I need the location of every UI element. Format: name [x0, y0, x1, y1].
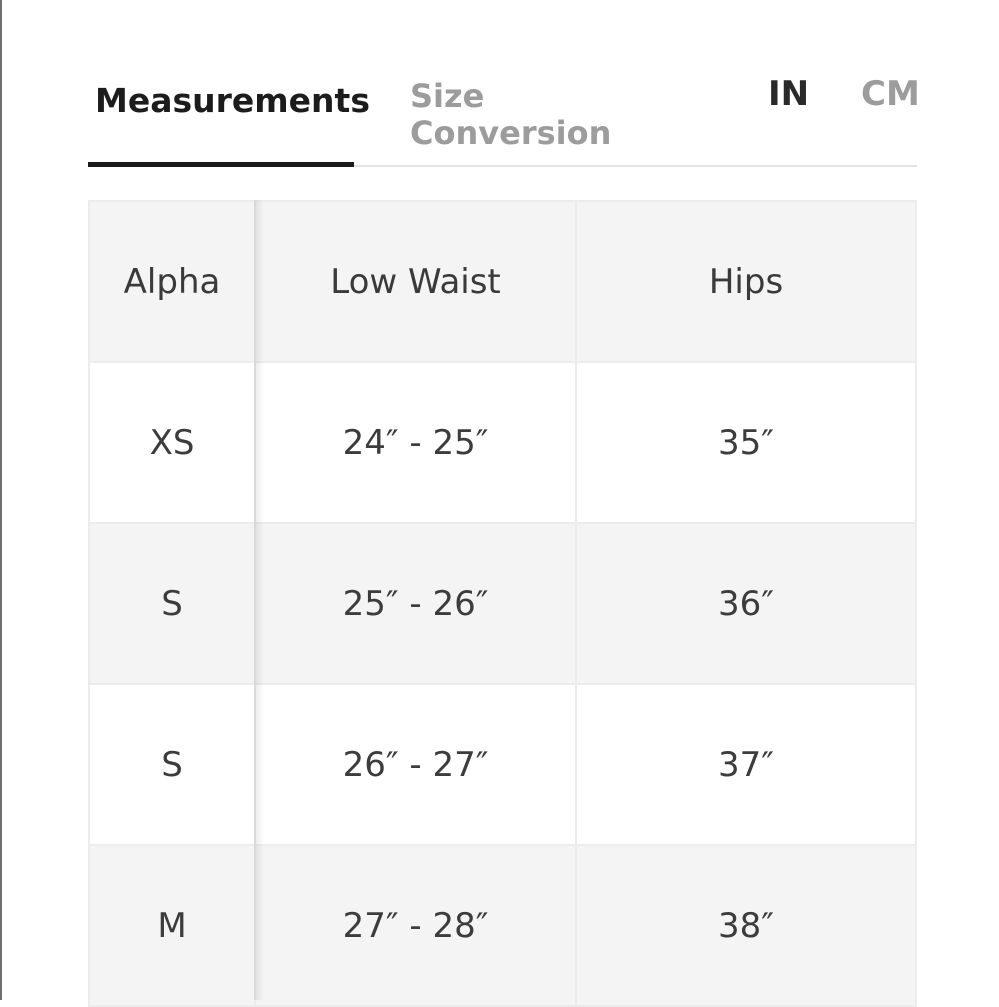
- cell-low-waist: 26″ - 27″: [255, 684, 576, 845]
- cell-alpha: S: [89, 684, 255, 845]
- table-row: [89, 684, 916, 845]
- unit-toggle-in[interactable]: IN: [768, 74, 810, 114]
- cell-low-waist: 27″ - 28″: [255, 845, 576, 1006]
- header-alpha: Alpha: [89, 201, 255, 362]
- cell-alpha: S: [89, 523, 255, 684]
- table-row: [89, 523, 916, 684]
- tab-size-conversion[interactable]: Size Conversion: [410, 77, 612, 152]
- header-low-waist: Low Waist: [255, 201, 576, 362]
- cell-low-waist: 25″ - 26″: [255, 523, 576, 684]
- cell-hips: 38″: [576, 845, 916, 1006]
- header-hips: Hips: [576, 201, 916, 362]
- cell-hips: 35″: [576, 362, 916, 523]
- table-row: [89, 845, 916, 1006]
- measurements-table: [88, 200, 917, 1007]
- cell-alpha: XS: [89, 362, 255, 523]
- table-row: [89, 362, 916, 523]
- tab-measurements[interactable]: Measurements: [88, 78, 354, 165]
- table-header-row: [89, 201, 916, 362]
- cell-hips: 36″: [576, 523, 916, 684]
- cell-hips: 37″: [576, 684, 916, 845]
- unit-toggle-cm[interactable]: CM: [861, 74, 920, 114]
- size-chart-tabs: [88, 60, 920, 167]
- cell-low-waist: 24″ - 25″: [255, 362, 576, 523]
- cell-alpha: M: [89, 845, 255, 1006]
